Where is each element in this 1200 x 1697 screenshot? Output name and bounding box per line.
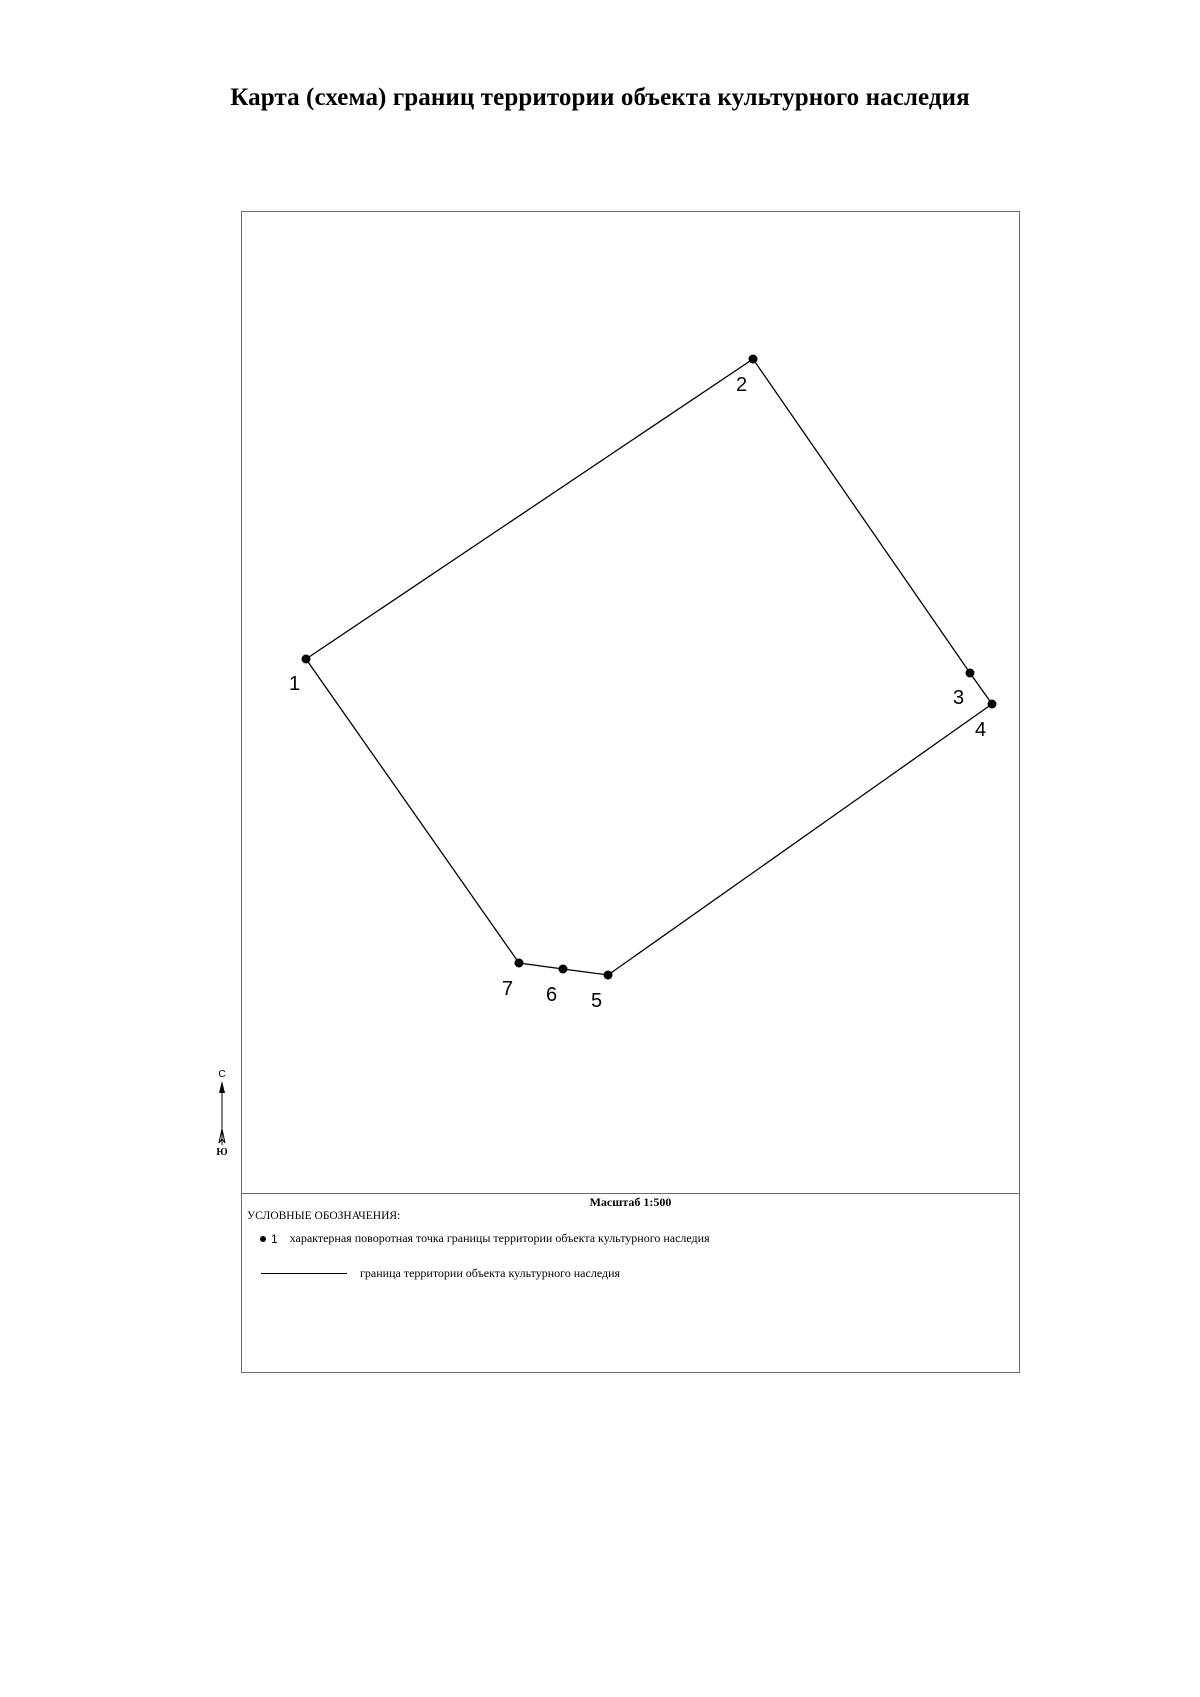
legend-item-point bbox=[260, 1231, 710, 1246]
point-label-5: 5 bbox=[591, 990, 603, 1012]
boundary-point-4 bbox=[988, 700, 997, 709]
point-marker-icon bbox=[260, 1236, 266, 1242]
boundary-point-7 bbox=[515, 959, 524, 968]
point-label-4: 4 bbox=[975, 719, 987, 741]
point-label-7: 7 bbox=[502, 978, 514, 1000]
south-label: Ю bbox=[216, 1147, 228, 1157]
heritage-boundary-line bbox=[306, 359, 992, 975]
boundary-point-2 bbox=[749, 355, 758, 364]
scale-label: Масштаб 1:500 bbox=[589, 1195, 672, 1209]
point-label-1: 1 bbox=[289, 673, 301, 695]
legend-line-description: граница территории объекта культурного наследия bbox=[360, 1266, 621, 1280]
legend-divider bbox=[242, 1193, 1019, 1194]
page-title: Карта (схема) границ территории объекта культурного наследия bbox=[230, 84, 970, 111]
legend-item-line bbox=[260, 1266, 620, 1281]
point-label-2: 2 bbox=[736, 374, 748, 396]
legend-title: УСЛОВНЫЕ ОБОЗНАЧЕНИЯ: bbox=[247, 1210, 401, 1222]
legend-point-number: 1 bbox=[271, 1231, 278, 1246]
point-label-3: 3 bbox=[953, 687, 965, 709]
map-frame bbox=[216, 211, 1020, 1373]
map-canvas bbox=[242, 212, 1019, 1192]
legend-point-description: характерная поворотная точка границы территории объекта культурного наследия bbox=[289, 1231, 710, 1245]
boundary-point-6 bbox=[559, 965, 568, 974]
boundary-point-1 bbox=[302, 655, 311, 664]
north-arrow-icon bbox=[212, 1067, 232, 1157]
boundary-point-5 bbox=[604, 971, 613, 980]
boundary-point-3 bbox=[966, 669, 975, 678]
boundary-line-icon bbox=[261, 1273, 347, 1274]
north-label: С bbox=[218, 1069, 226, 1080]
point-label-6: 6 bbox=[546, 984, 558, 1006]
